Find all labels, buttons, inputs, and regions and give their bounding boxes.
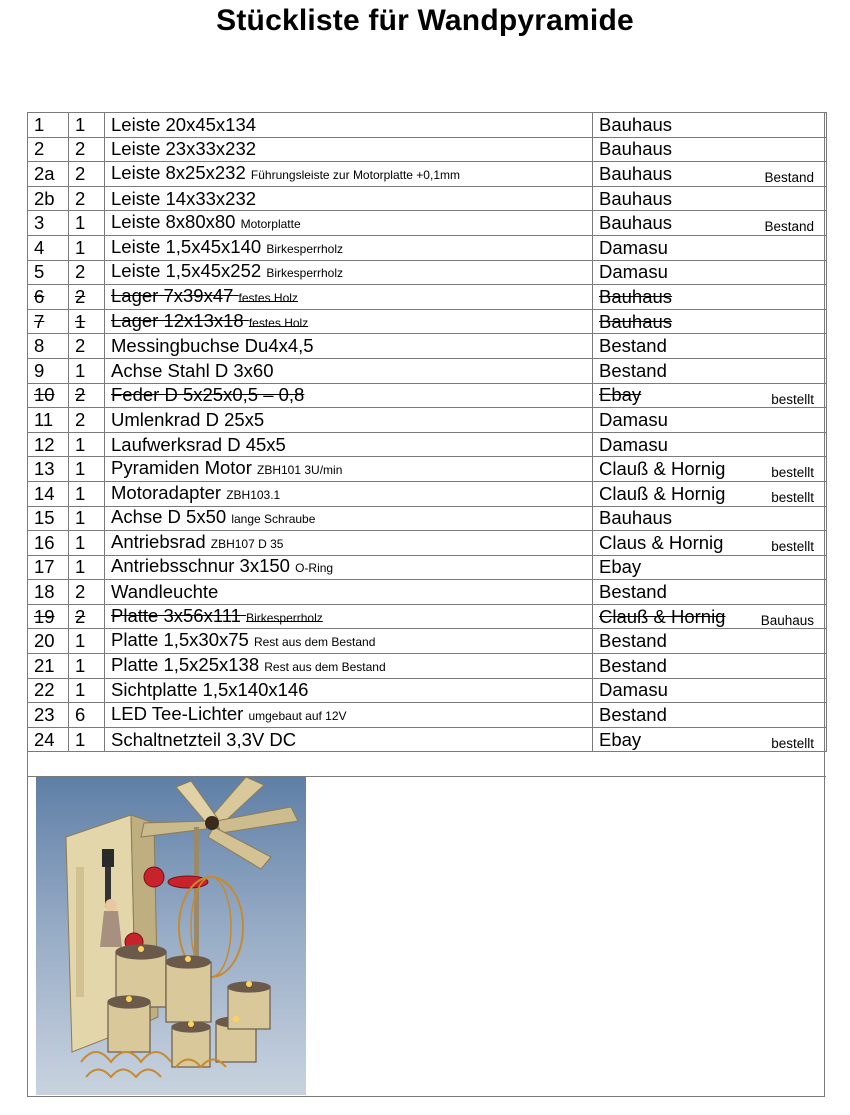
row-quantity: 2	[69, 285, 105, 310]
row-supplier	[593, 162, 827, 187]
row-description	[105, 235, 593, 260]
page-title: Stückliste für Wandpyramide	[216, 4, 634, 37]
row-description	[105, 531, 593, 556]
description-text: Platte 3x56x111	[111, 604, 241, 626]
description-text: Lager 12x13x18	[111, 309, 244, 331]
row-supplier	[593, 457, 827, 482]
row-description	[105, 309, 593, 334]
pyramid-illustration	[36, 777, 306, 1095]
description-text: Leiste 1,5x45x140	[111, 235, 262, 257]
table-row	[28, 604, 827, 629]
row-supplier	[593, 235, 827, 260]
description-text: Leiste 8x80x80	[111, 211, 236, 233]
supplier-text: Bestand	[599, 630, 667, 652]
description-text: Antriebsschnur 3x150	[111, 555, 290, 577]
description-note: festes Holz	[238, 290, 298, 305]
table-row	[28, 235, 827, 260]
row-description	[105, 580, 593, 605]
row-position: 2b	[28, 186, 69, 211]
status-badge: bestellt	[771, 489, 814, 505]
description-note: Birkesperrholz	[246, 610, 323, 625]
status-badge: bestellt	[771, 539, 814, 555]
description-note: ZBH103.1	[226, 487, 281, 502]
description-text: Lager 7x39x47	[111, 284, 234, 306]
row-supplier	[593, 629, 827, 654]
row-supplier	[593, 604, 827, 629]
row-supplier	[593, 703, 827, 728]
status-badge: bestellt	[771, 391, 814, 407]
row-position: 5	[28, 260, 69, 285]
row-description	[105, 654, 593, 679]
row-quantity: 1	[69, 432, 105, 457]
row-supplier	[593, 211, 827, 236]
row-supplier	[593, 531, 827, 556]
row-quantity: 2	[69, 604, 105, 629]
row-position: 19	[28, 604, 69, 629]
supplier-text: Ebay	[599, 384, 642, 406]
row-supplier	[593, 260, 827, 285]
table-row	[28, 408, 827, 433]
table-row	[28, 506, 827, 531]
table-row	[28, 457, 827, 482]
description-note: Birkesperrholz	[266, 266, 344, 281]
row-description	[105, 113, 593, 138]
row-description	[105, 260, 593, 285]
description-text: Achse D 5x50	[111, 506, 227, 528]
row-description	[105, 211, 593, 236]
row-quantity: 2	[69, 186, 105, 211]
description-note: Motorplatte	[240, 217, 301, 232]
description-text: Pyramiden Motor	[111, 457, 252, 479]
description-text: LED Tee-Lichter	[111, 703, 244, 725]
description-text: Schaltnetzteil 3,3V DC	[111, 728, 297, 750]
table-row	[28, 654, 827, 679]
supplier-text: Bestand	[599, 581, 667, 603]
row-description	[105, 678, 593, 703]
supplier-text: Bauhaus	[599, 285, 673, 307]
table-row	[28, 285, 827, 310]
row-position: 8	[28, 334, 69, 359]
row-quantity: 2	[69, 334, 105, 359]
row-position: 18	[28, 580, 69, 605]
description-note: Führungsleiste zur Motorplatte +0,1mm	[250, 167, 460, 182]
row-quantity: 6	[69, 703, 105, 728]
supplier-text: Damasu	[599, 261, 668, 283]
table-row	[28, 334, 827, 359]
row-position: 22	[28, 678, 69, 703]
row-quantity: 1	[69, 235, 105, 260]
description-note: O-Ring	[295, 561, 334, 576]
description-text: Umlenkrad D 25x5	[111, 408, 265, 430]
description-text: Platte 1,5x30x75	[111, 629, 249, 651]
description-note: lange Schraube	[231, 512, 316, 527]
table-row	[28, 678, 827, 703]
row-quantity: 2	[69, 137, 105, 162]
supplier-text: Clauß & Hornig	[599, 458, 726, 480]
status-badge: Bauhaus	[760, 612, 814, 628]
row-quantity: 1	[69, 506, 105, 531]
supplier-text: Bauhaus	[599, 310, 673, 332]
row-position: 14	[28, 481, 69, 506]
status-badge: bestellt	[771, 735, 814, 751]
description-text: Motoradapter	[111, 481, 222, 503]
supplier-text: Bauhaus	[599, 187, 673, 209]
row-quantity: 1	[69, 678, 105, 703]
description-text: Messingbuchse Du4x4,5	[111, 335, 314, 357]
row-supplier	[593, 654, 827, 679]
description-text: Sichtplatte 1,5x140x146	[111, 679, 309, 701]
description-text: Antriebsrad	[111, 530, 206, 552]
row-description	[105, 334, 593, 359]
row-supplier	[593, 383, 827, 408]
row-position: 13	[28, 457, 69, 482]
supplier-text: Bestand	[599, 704, 667, 726]
row-description	[105, 506, 593, 531]
supplier-text: Bestand	[599, 654, 667, 676]
row-position: 10	[28, 383, 69, 408]
row-description	[105, 408, 593, 433]
row-quantity: 1	[69, 654, 105, 679]
supplier-text: Damasu	[599, 679, 668, 701]
table-row	[28, 211, 827, 236]
supplier-text: Bauhaus	[599, 138, 673, 160]
row-supplier	[593, 727, 827, 752]
supplier-text: Damasu	[599, 433, 668, 455]
row-supplier	[593, 408, 827, 433]
row-description	[105, 137, 593, 162]
row-supplier	[593, 186, 827, 211]
row-quantity: 2	[69, 383, 105, 408]
row-position: 9	[28, 358, 69, 383]
status-badge: bestellt	[771, 465, 814, 481]
table-row	[28, 113, 827, 138]
description-note: Rest aus dem Bestand	[253, 635, 376, 650]
row-position: 12	[28, 432, 69, 457]
row-position: 15	[28, 506, 69, 531]
row-quantity: 1	[69, 457, 105, 482]
description-note: ZBH101 3U/min	[257, 463, 343, 478]
row-description	[105, 481, 593, 506]
row-supplier	[593, 113, 827, 138]
empty-table-row	[27, 752, 826, 777]
description-text: Leiste 1,5x45x252	[111, 260, 262, 282]
row-description	[105, 285, 593, 310]
description-note: festes Holz	[248, 315, 309, 330]
table-row	[28, 481, 827, 506]
row-position: 20	[28, 629, 69, 654]
table-row	[28, 137, 827, 162]
table-row	[28, 162, 827, 187]
description-text: Leiste 14x33x232	[111, 187, 257, 209]
table-row	[28, 383, 827, 408]
row-supplier	[593, 481, 827, 506]
row-description	[105, 555, 593, 580]
supplier-text: Damasu	[599, 408, 668, 430]
supplier-text: Bestand	[599, 359, 667, 381]
supplier-text: Bauhaus	[599, 113, 673, 135]
table-row	[28, 703, 827, 728]
row-position: 3	[28, 211, 69, 236]
description-text: Leiste 20x45x134	[111, 113, 257, 135]
row-position: 1	[28, 113, 69, 138]
row-supplier	[593, 309, 827, 334]
table-row	[28, 260, 827, 285]
row-quantity: 1	[69, 358, 105, 383]
row-supplier	[593, 555, 827, 580]
row-position: 2a	[28, 162, 69, 187]
row-description	[105, 604, 593, 629]
row-quantity: 1	[69, 629, 105, 654]
row-quantity: 1	[69, 309, 105, 334]
row-position: 24	[28, 727, 69, 752]
row-position: 4	[28, 235, 69, 260]
supplier-text: Damasu	[599, 236, 668, 258]
row-description	[105, 186, 593, 211]
row-quantity: 1	[69, 113, 105, 138]
row-position: 7	[28, 309, 69, 334]
row-description	[105, 162, 593, 187]
description-text: Leiste 8x25x232	[111, 161, 246, 183]
row-position: 16	[28, 531, 69, 556]
supplier-text: Bauhaus	[599, 212, 673, 234]
row-position: 2	[28, 137, 69, 162]
row-position: 21	[28, 654, 69, 679]
supplier-text: Clauß & Hornig	[599, 605, 726, 627]
description-text: Platte 1,5x25x138	[111, 653, 260, 675]
description-text: Leiste 23x33x232	[111, 138, 257, 160]
row-quantity: 1	[69, 727, 105, 752]
row-supplier	[593, 334, 827, 359]
row-quantity: 2	[69, 408, 105, 433]
row-description	[105, 457, 593, 482]
description-note: ZBH107 D 35	[210, 536, 284, 551]
supplier-text: Bauhaus	[599, 507, 673, 529]
row-quantity: 1	[69, 211, 105, 236]
description-text: Laufwerksrad D 45x5	[111, 433, 286, 455]
row-supplier	[593, 580, 827, 605]
row-supplier	[593, 285, 827, 310]
description-note: umgebaut auf 12V	[248, 709, 347, 724]
row-supplier	[593, 506, 827, 531]
row-quantity: 2	[69, 162, 105, 187]
supplier-text: Bestand	[599, 335, 667, 357]
row-description	[105, 703, 593, 728]
row-position: 11	[28, 408, 69, 433]
parts-table	[27, 112, 827, 752]
description-text: Wandleuchte	[111, 581, 219, 603]
supplier-text: Claus & Hornig	[599, 531, 724, 553]
row-description	[105, 727, 593, 752]
row-quantity: 1	[69, 531, 105, 556]
description-text: Feder D 5x25x0,5 – 0,8	[111, 384, 305, 406]
supplier-text: Ebay	[599, 728, 642, 750]
supplier-text: Bauhaus	[599, 162, 673, 184]
row-quantity: 1	[69, 481, 105, 506]
row-supplier	[593, 358, 827, 383]
row-description	[105, 432, 593, 457]
row-description	[105, 358, 593, 383]
description-text: Achse Stahl D 3x60	[111, 359, 274, 381]
table-row	[28, 309, 827, 334]
table-row	[28, 580, 827, 605]
row-position: 17	[28, 555, 69, 580]
table-row	[28, 629, 827, 654]
table-row	[28, 727, 827, 752]
pyramid-rendering	[36, 777, 306, 1095]
supplier-text: Clauß & Hornig	[599, 482, 726, 504]
table-row	[28, 531, 827, 556]
row-quantity: 2	[69, 580, 105, 605]
row-description	[105, 383, 593, 408]
description-note: Rest aus dem Bestand	[264, 659, 386, 674]
status-badge: Bestand	[764, 219, 814, 235]
description-note: Birkesperrholz	[266, 241, 344, 256]
row-quantity: 1	[69, 555, 105, 580]
row-quantity: 2	[69, 260, 105, 285]
row-supplier	[593, 137, 827, 162]
row-position: 23	[28, 703, 69, 728]
supplier-text: Ebay	[599, 556, 642, 578]
table-row	[28, 555, 827, 580]
row-description	[105, 629, 593, 654]
table-row	[28, 432, 827, 457]
row-supplier	[593, 432, 827, 457]
row-supplier	[593, 678, 827, 703]
row-position: 6	[28, 285, 69, 310]
table-row	[28, 186, 827, 211]
table-row	[28, 358, 827, 383]
status-badge: Bestand	[764, 170, 814, 186]
